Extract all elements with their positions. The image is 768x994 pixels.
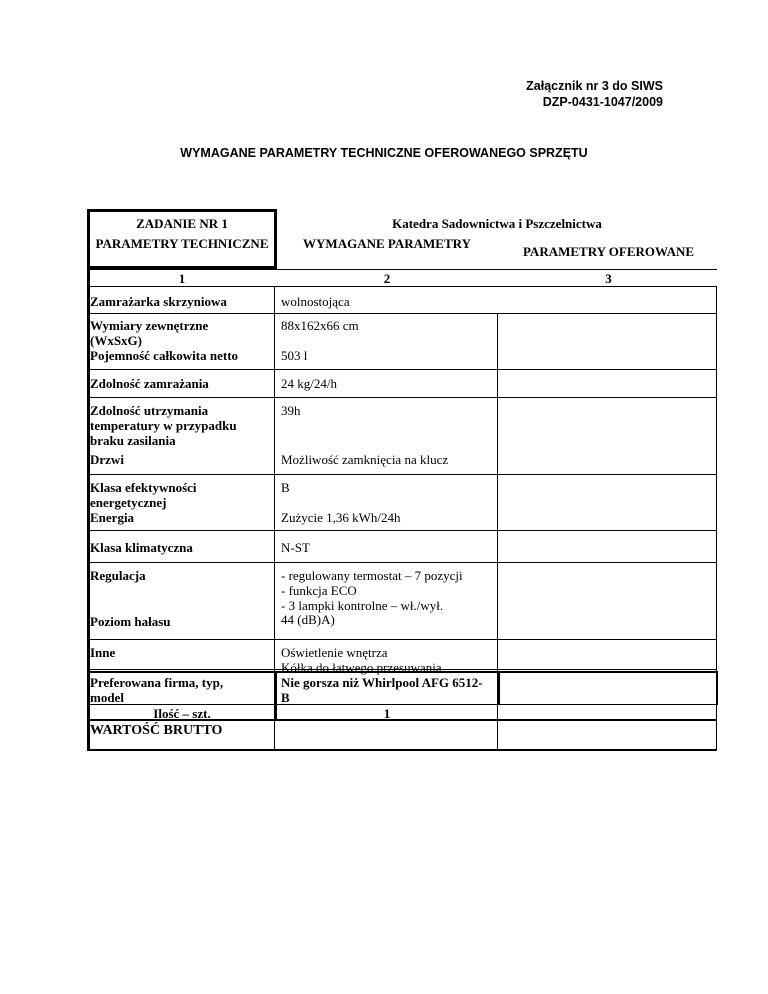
table-border [87, 749, 717, 751]
value-line: Oświetlenie wnętrza [281, 645, 388, 660]
row-param: Poziom hałasu [90, 614, 171, 629]
row-value-multiline [281, 568, 496, 613]
row-value: Nie gorsza niż Whirlpool AFG 6512-B [281, 675, 483, 705]
table-border [87, 209, 277, 212]
row-value-multiline [281, 645, 496, 675]
annex-reference: DZP-0431-1047/2009 [542, 95, 663, 109]
row-param: Energia [90, 510, 135, 525]
annex-number: Załącznik nr 3 do SIWS [526, 79, 663, 93]
department-label: Katedra Sadownictwa i Pszczelnictwa [392, 216, 602, 231]
row-value: 44 (dB)A) [281, 612, 335, 627]
table-border [274, 286, 275, 314]
table-border [716, 671, 718, 705]
col3-header: PARAMETRY OFEROWANE [522, 244, 695, 259]
row-value: wolnostojąca [281, 294, 350, 309]
quantity-label: Ilość – szt. [153, 706, 211, 721]
table-border [87, 269, 717, 270]
row-param: Zamrażarka skrzyniowa [90, 294, 227, 309]
row-value: N-ST [281, 540, 310, 555]
gross-value-label: WARTOŚĆ BRUTTO [90, 723, 223, 738]
table-border [87, 313, 717, 314]
row-param: Klasa efektywności energetycznej [90, 480, 197, 510]
table-border [87, 209, 90, 749]
table-border [87, 397, 717, 398]
col1-header: PARAMETRY TECHNICZNE [95, 236, 269, 251]
table-border [87, 286, 717, 287]
task-label: ZADANIE NR 1 [136, 216, 228, 231]
row-value: 39h [281, 403, 301, 418]
row-value: 503 l [281, 348, 308, 363]
value-line: - funkcja ECO [281, 583, 357, 598]
row-value: B [281, 480, 290, 495]
row-param: Regulacja [90, 568, 146, 583]
quantity-value: 1 [383, 706, 391, 721]
row-value: 24 kg/24/h [281, 376, 337, 391]
table-border [497, 671, 500, 705]
row-param: Inne [90, 645, 116, 660]
value-line: - regulowany termostat – 7 pozycji [281, 568, 463, 583]
row-param: Zdolność zamrażania [90, 376, 209, 391]
table-border [87, 369, 717, 370]
table-border [87, 562, 717, 563]
row-value: 88x162x66 cm [281, 318, 359, 333]
row-param: Klasa klimatyczna [90, 540, 193, 555]
row-value: Zużycie 1,36 kWh/24h [281, 510, 401, 525]
row-param: Preferowana firma, typ, model [90, 675, 224, 705]
col1-number: 1 [178, 271, 186, 286]
col2-header: WYMAGANE PARAMETRY [303, 236, 471, 251]
page-title: WYMAGANE PARAMETRY TECHNICZNE OFEROWANEGO SPRZĘTU [180, 146, 588, 160]
row-param: Pojemność całkowita netto [90, 348, 239, 363]
table-border [87, 474, 717, 475]
row-param: Wymiary zewnętrzne (WxSxG) [90, 318, 209, 348]
value-line: - 3 lampki kontrolne – wł./wył. [281, 598, 444, 613]
value-line: Kółka do łatwego przesuwania [281, 660, 442, 675]
row-value: Możliwość zamknięcia na klucz [281, 452, 449, 467]
col3-number: 3 [605, 271, 612, 286]
row-param: Zdolność utrzymania temperatury w przypadku braku zasilania [90, 403, 237, 448]
table-border [87, 530, 717, 531]
col2-number: 2 [383, 271, 391, 286]
table-border [87, 639, 717, 640]
row-param: Drzwi [90, 452, 124, 467]
